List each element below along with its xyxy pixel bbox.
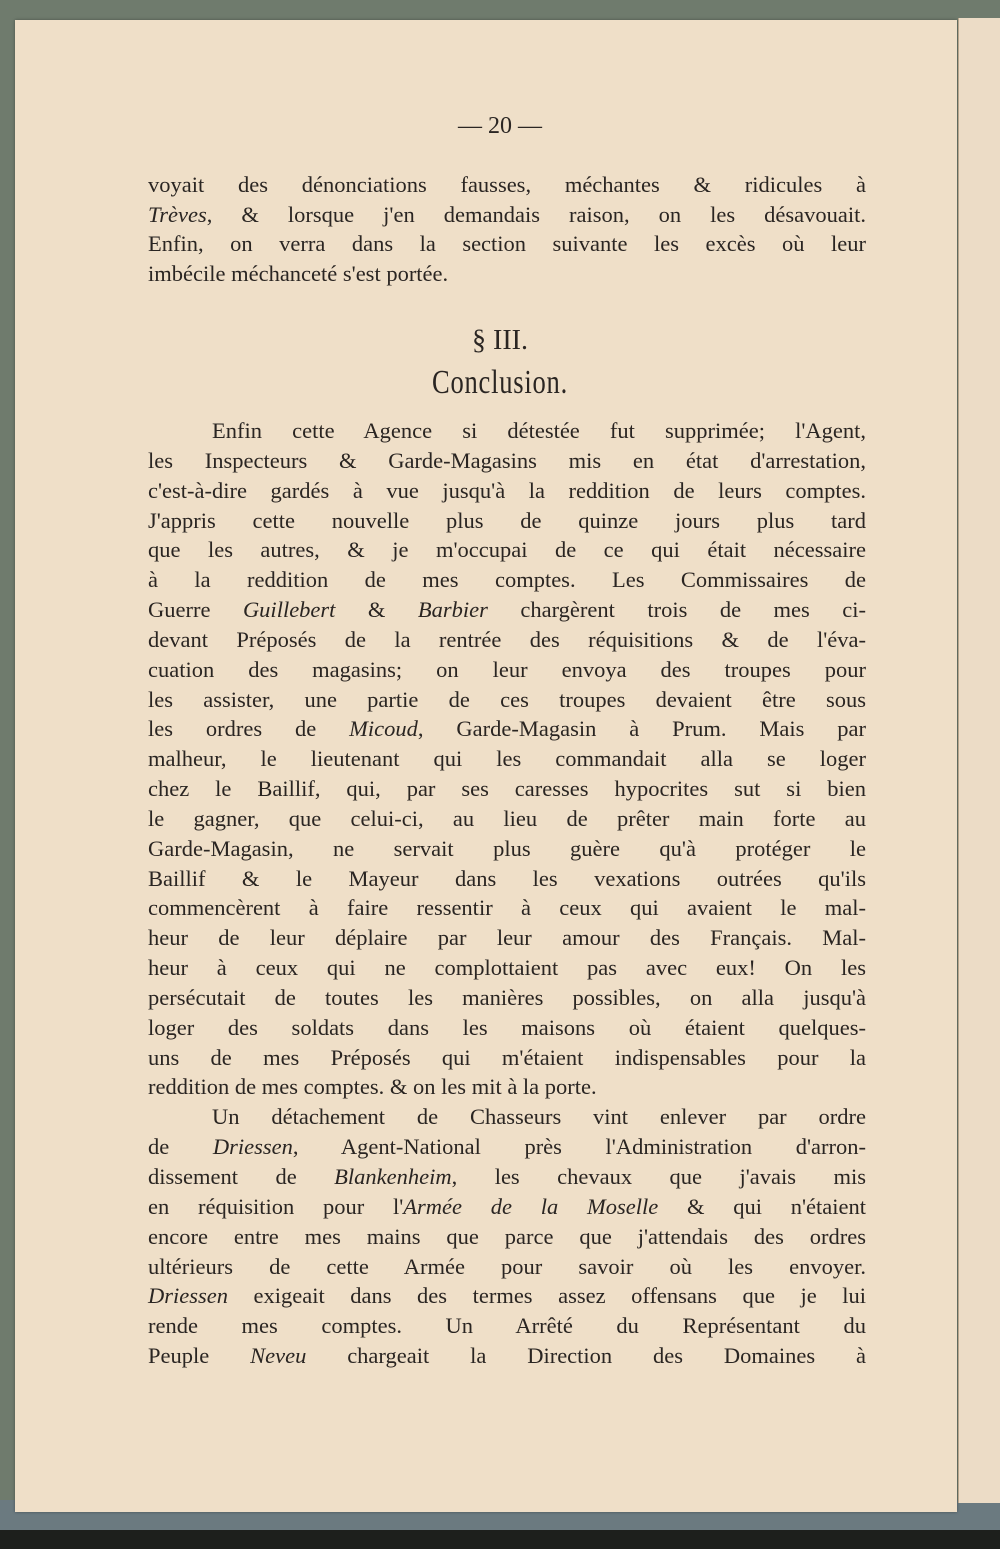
text-segment: heur de leur déplaire par leur amour des Français. Mal- bbox=[148, 925, 866, 951]
text-line bbox=[148, 775, 866, 803]
text-line bbox=[148, 477, 866, 505]
text-line bbox=[148, 507, 866, 535]
text-line bbox=[148, 260, 866, 288]
text-segment: commencèrent à faire ressentir à ceux qui avaient le mal- bbox=[148, 895, 866, 921]
text-segment: encore entre mes mains que parce que j'attendais des ordres bbox=[148, 1223, 866, 1249]
italic-name: Micoud bbox=[349, 716, 418, 742]
text-line bbox=[148, 1014, 866, 1042]
text-segment: & bbox=[335, 597, 418, 623]
text-segment: , les chevaux que j'avais mis bbox=[451, 1164, 866, 1189]
text-line bbox=[148, 984, 866, 1012]
page-number: — 20 — bbox=[458, 113, 542, 139]
text-line bbox=[148, 1253, 866, 1281]
text-segment: en réquisition pour l' bbox=[148, 1193, 404, 1219]
text-segment: chargèrent trois de mes ci- bbox=[487, 597, 866, 623]
text-segment: à la reddition de mes comptes. Les Commissaires de bbox=[148, 567, 866, 593]
text-line bbox=[148, 1163, 866, 1191]
italic-name: Neveu bbox=[250, 1343, 307, 1369]
text-segment: persécutait de toutes les manières possibles, on alla jusqu'à bbox=[148, 984, 866, 1010]
scan-bottom-band bbox=[0, 1530, 1000, 1549]
text-segment: imbécile méchanceté s'est portée. bbox=[148, 260, 449, 286]
text-segment: chargeait la Direction des Domaines à bbox=[306, 1343, 866, 1369]
text-line bbox=[148, 686, 866, 714]
text-line bbox=[148, 1312, 866, 1340]
text-line bbox=[148, 447, 866, 475]
text-segment: , Garde-Magasin à Prum. Mais par bbox=[417, 716, 866, 742]
text-segment: malheur, le lieutenant qui les commandait alla se loger bbox=[148, 746, 866, 772]
text-line bbox=[148, 566, 866, 594]
text-line bbox=[148, 745, 866, 773]
text-line bbox=[212, 1103, 866, 1131]
text-line bbox=[148, 230, 866, 258]
italic-name: Blankenheim bbox=[334, 1164, 452, 1189]
text-line bbox=[148, 1193, 866, 1221]
italic-name: Armée de la Moselle bbox=[403, 1193, 659, 1219]
text-segment: Peuple bbox=[148, 1343, 251, 1369]
text-segment: dissement de bbox=[148, 1164, 335, 1189]
text-line bbox=[148, 835, 866, 863]
italic-name: Barbier bbox=[417, 597, 488, 623]
text-line bbox=[148, 1342, 866, 1370]
text-line bbox=[148, 1223, 866, 1251]
text-segment: devant Préposés de la rentrée des réquisitions & de l'éva- bbox=[148, 626, 866, 652]
text-line bbox=[148, 954, 866, 982]
text-line bbox=[148, 1133, 866, 1161]
text-line bbox=[148, 536, 866, 564]
text-segment: c'est-à-dire gardés à vue jusqu'à la reddition de leurs comptes. bbox=[148, 477, 866, 503]
text-segment: Un détachement de Chasseurs vint enlever par ordre bbox=[212, 1104, 866, 1130]
text-segment: voyait des dénonciations fausses, méchantes & ridicules à bbox=[148, 172, 866, 197]
text-line bbox=[148, 656, 866, 684]
text-line bbox=[148, 626, 866, 654]
text-segment: les Inspecteurs & Garde-Magasins mis en état d'arrestation, bbox=[148, 447, 866, 473]
text-segment: , & lorsque j'en demandais raison, on les désavouait. bbox=[206, 201, 866, 227]
text-segment: Enfin cette Agence si détestée fut supprimée; l'Agent, bbox=[212, 418, 866, 443]
text-segment: le gagner, que celui-ci, au lieu de prêter main forte au bbox=[148, 805, 866, 831]
italic-name: Driessen bbox=[212, 1134, 293, 1160]
text-line bbox=[148, 894, 866, 922]
text-segment: uns de mes Préposés qui m'étaient indispensables pour la bbox=[148, 1044, 866, 1070]
italic-name: Guillebert bbox=[242, 597, 336, 623]
text-segment: les ordres de bbox=[148, 716, 350, 742]
text-segment: exigeait dans des termes assez offensans que je lui bbox=[228, 1283, 866, 1309]
text-line bbox=[148, 201, 866, 229]
text-segment: & qui n'étaient bbox=[658, 1193, 866, 1219]
section-title: Conclusion. bbox=[431, 364, 569, 401]
text-line bbox=[148, 715, 866, 743]
text-segment: ultérieurs de cette Armée pour savoir où les envoyer. bbox=[148, 1253, 866, 1279]
text-segment: chez le Baillif, qui, par ses caresses hypocrites sut si bien bbox=[148, 776, 866, 802]
text-segment: que les autres, & je m'occupai de ce qui était nécessaire bbox=[148, 537, 866, 563]
text-segment: loger des soldats dans les maisons où étaient quelques- bbox=[148, 1014, 866, 1040]
text-segment: , Agent-National près l'Administration d'arron- bbox=[292, 1134, 866, 1160]
text-segment: Baillif & le Mayeur dans les vexations outrées qu'ils bbox=[148, 865, 866, 891]
text-segment: cuation des magasins; on leur envoya des troupes pour bbox=[148, 656, 866, 682]
text-segment: Guerre bbox=[148, 597, 243, 623]
text-segment: J'appris cette nouvelle plus de quinze jours plus tard bbox=[148, 507, 866, 533]
text-segment: rende mes comptes. Un Arrêté du Représentant du bbox=[148, 1313, 866, 1339]
text-segment: de bbox=[148, 1134, 213, 1160]
text-line bbox=[148, 865, 866, 893]
text-line bbox=[148, 924, 866, 952]
text-line bbox=[148, 1282, 866, 1310]
text-segment: Garde-Magasin, ne servait plus guère qu'à protéger le bbox=[148, 835, 866, 861]
text-line bbox=[148, 805, 866, 833]
section-number: § III. bbox=[472, 325, 528, 356]
adjacent-page-edge bbox=[958, 18, 1000, 1503]
text-line bbox=[148, 171, 866, 199]
text-line bbox=[148, 1073, 866, 1101]
text-segment: heur à ceux qui ne complottaient pas avec eux! On les bbox=[148, 955, 866, 981]
text-segment: les assister, une partie de ces troupes devaient être sous bbox=[148, 686, 866, 712]
text-line bbox=[148, 1044, 866, 1072]
italic-name: Trèves bbox=[148, 201, 207, 227]
italic-name: Driessen bbox=[148, 1283, 228, 1309]
text-line bbox=[212, 417, 866, 445]
text-segment: Enfin, on verra dans la section suivante les excès où leur bbox=[148, 231, 866, 256]
text-line bbox=[148, 596, 866, 624]
text-segment: reddition de mes comptes. & on les mit à la porte. bbox=[148, 1074, 597, 1100]
